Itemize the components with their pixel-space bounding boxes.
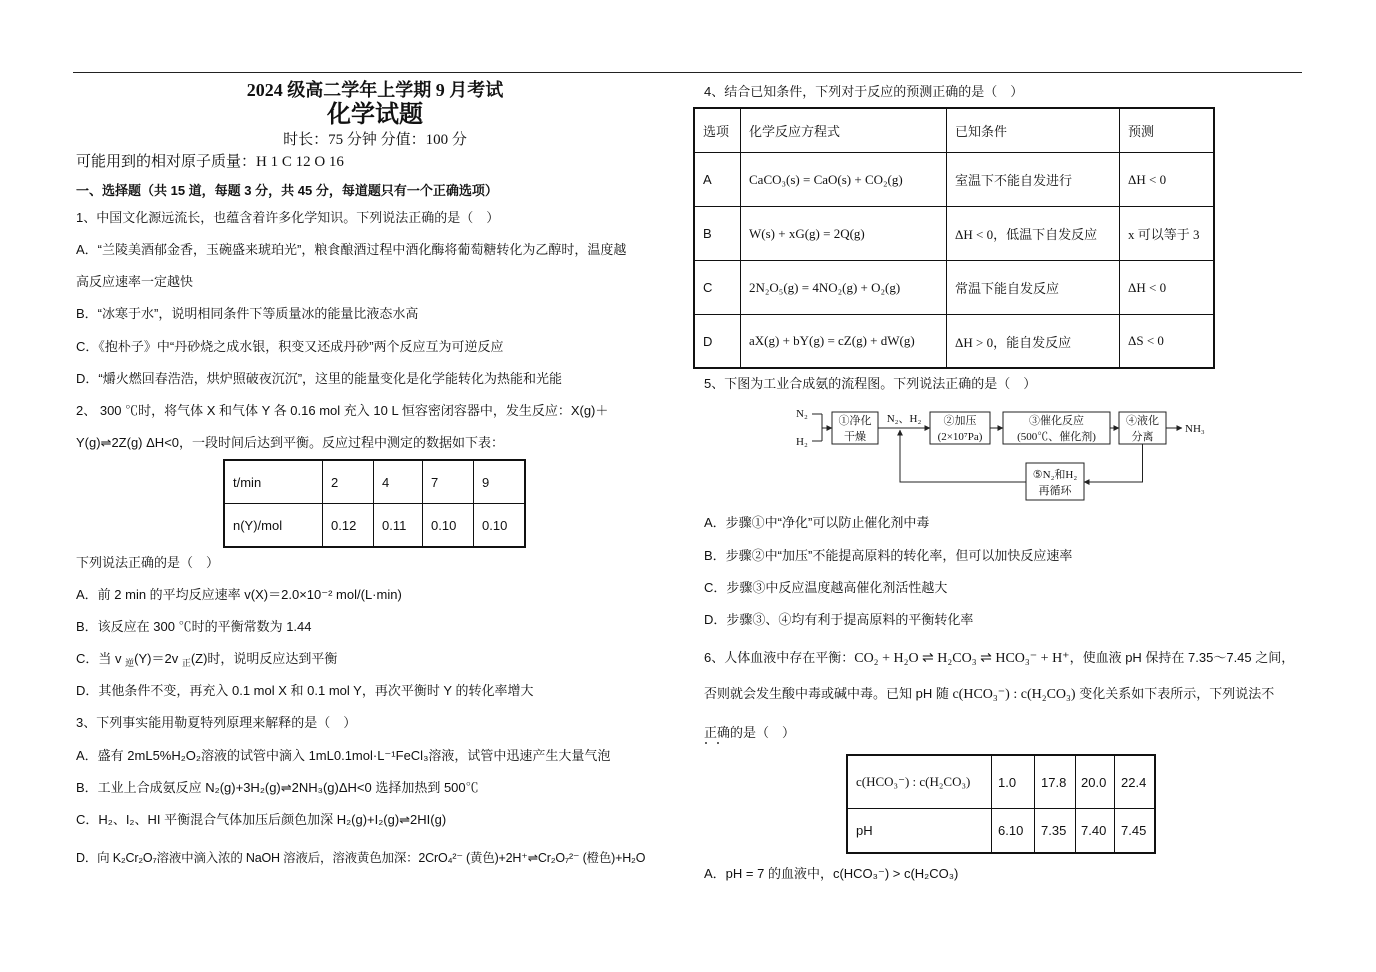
input-n2-label: N₂ [796,408,808,420]
table-header-cell: 选项 [695,109,741,153]
table-header-cell: 已知条件 [947,109,1120,153]
q6-stem-end: 正确的是（ ） [704,725,796,740]
step1-label: ①净化 [838,415,872,427]
q1-option-c: C．《抱朴子》中“丹砂烧之成水银，积变又还成丹砂”两个反应互为可逆反应 [76,339,504,354]
table-cell: t/min [225,461,323,504]
step2-sublabel: (2×10⁷Pa) [937,431,983,443]
table-cell: 7.45 [1115,809,1155,853]
table-header-cell: 预测 [1120,109,1214,153]
table-row [848,756,1155,809]
table-cell: ΔH < 0 [1120,261,1214,315]
q2-option-c-sub: 正 [181,658,191,668]
table-cell: D [695,315,741,368]
step5-sublabel: 再循环 [1038,485,1072,497]
table-cell: 7 [423,461,474,504]
q5-stem: 5、下图为工业合成氨的流程图。下列说法正确的是（ ） [704,376,1037,391]
table-row [848,809,1155,853]
table-cell: 0.11 [374,504,423,547]
step4-sublabel: 分离 [1131,431,1154,443]
table-row [695,261,1214,315]
q2-stem: 2、 300 ℃时，将气体 X 和气体 Y 各 0.16 mol 充入 10 L 恒容密闭容器中，发生反应：X(g)＋ [76,403,609,418]
q3-stem: 3、下列事实能用勒夏特列原理来解释的是（ ） [76,715,357,730]
q2-option-c-text: (Y)＝2v [134,651,182,666]
table-row [695,315,1214,368]
step4-label: ④液化 [1126,415,1159,427]
q3-option-b: B．工业上合成氨反应 N₂(g)+3H₂(g)⇌2NH₃(g)ΔH<0 选择加热到 500℃ [76,780,479,795]
table-cell: x 可以等于 3 [1120,207,1214,261]
q2-option-c-sub: 逆 [125,658,135,668]
table-row [695,153,1214,207]
table-cell: CaCO₃(s) = CaO(s) + CO₂(g) [741,153,947,207]
atomic-masses: 可能用到的相对原子质量：H 1 C 12 O 16 [76,154,344,170]
q2-option-c [76,651,337,667]
q2-option-b: B．该反应在 300 ℃时的平衡常数为 1.44 [76,619,312,634]
q3-option-d: D．向 K₂Cr₂O₇溶液中滴入浓的 NaOH 溶液后，溶液黄色加深：2CrO₄²⁻ (黄色)+2H⁺⇌Cr₂O₇²⁻ (橙色)+H₂O [76,851,646,865]
table-cell: n(Y)/mol [225,504,323,547]
q2-option-a: A．前 2 min 的平均反应速率 v(X)＝2.0×10⁻² mol/(L·min) [76,587,402,602]
q5-option-c: C．步骤③中反应温度越高催化剂活性越大 [704,580,948,595]
table-cell: 0.12 [323,504,374,547]
table-cell: 17.8 [1035,756,1076,809]
step5-label: ⑤N₂和H₂ [1032,469,1078,481]
q1-option-d: D．“爝火燃回春浩浩，烘炉照破夜沉沉”，这里的能量变化是化学能转化为热能和光能 [76,371,563,386]
q6-stem [704,650,1294,667]
table-cell: ΔH < 0，低温下自发反应 [947,207,1120,261]
q6-option-a: A．pH = 7 的血液中，c(HCO₃⁻) > c(H₂CO₃) [704,866,959,881]
q6-ratio-expression: c(HCO₃⁻) : c(H₂CO₃) [952,687,1076,702]
table-cell: 22.4 [1115,756,1155,809]
q5-option-d: D．步骤③、④均有利于提高原料的平衡转化率 [704,612,974,627]
step3-label: ③催化反应 [1029,415,1084,427]
table-cell: 20.0 [1076,756,1115,809]
q5-option-b: B．步骤②中“加压”不能提高原料的转化率，但可以加快反应速率 [704,548,1073,563]
table-cell: 常温下能自发反应 [947,261,1120,315]
step2-label: ②加压 [943,415,977,427]
table-cell: 7.40 [1076,809,1115,853]
q2-option-d: D．其他条件不变，再充入 0.1 mol X 和 0.1 mol Y，再次平衡时 Y 的转化率增大 [76,683,534,698]
exam-title: 2024 级高二学年上学期 9 月考试 [246,80,504,100]
q6-stem-cont [704,686,1274,703]
table-row [225,461,525,504]
arrow-step4-to-step5 [1084,444,1143,482]
gas-label: N₂、H₂ [886,413,922,425]
table-cell: 9 [474,461,525,504]
q1-stem: 1、中国文化源远流长，也蕴含着许多化学知识。下列说法正确的是（ ） [76,210,500,225]
table-cell: aX(g) + bY(g) = cZ(g) + dW(g) [741,315,947,368]
q5-option-a: A．步骤①中“净化”可以防止催化剂中毒 [704,515,930,530]
q6-stem-text: ，使血液 pH 保持在 7.35～7.45 之间， [1069,650,1295,665]
table-cell: 2N₂O₅(g) = 4NO₂(g) + O₂(g) [741,261,947,315]
q3-option-c: C．H₂、I₂、HI 平衡混合气体加压后颜色加深 H₂(g)+I₂(g)⇌2HI(g) [76,812,447,827]
q6-stem-text: 6、人体血液中存在平衡： [704,650,855,665]
q6-stem-text: 变化关系如下表所示，下列说法不 [1075,686,1275,701]
table-cell: pH [848,809,992,853]
table-cell: C [695,261,741,315]
q3-option-a: A．盛有 2mL5%H₂O₂溶液的试管中滴入 1mL0.1mol·L⁻¹FeCl₃溶液，试管中迅速产生大量气泡 [76,748,611,763]
table-row [695,207,1214,261]
q4-reaction-table [694,108,1214,368]
table-row [225,504,525,547]
step1-sublabel: 干燥 [844,431,866,443]
table-cell: A [695,153,741,207]
table-cell: 2 [323,461,374,504]
q2-option-c-text: C．当 v [76,651,126,666]
subject-title: 化学试题 [327,102,423,128]
q1-option-b: B．“冰寒于水”，说明相同条件下等质量冰的能量比液态水高 [76,306,419,321]
table-cell: 4 [374,461,423,504]
step3-sublabel: (500℃、催化剂) [1017,431,1096,443]
section-heading: 一、选择题（共 15 道，每题 3 分，共 45 分，每道题只有一个正确选项） [76,183,498,198]
table-cell: B [695,207,741,261]
table-cell: W(s) + xG(g) = 2Q(g) [741,207,947,261]
q6-equilibrium-equation: CO₂ + H₂O ⇌ H₂CO₃ ⇌ HCO₃⁻ + H⁺ [854,651,1070,666]
table-cell: 6.10 [992,809,1035,853]
table-cell: c(HCO₃⁻) : c(H₂CO₃) [848,756,992,809]
input-h2-label: H₂ [796,436,808,448]
q4-stem: 4、结合已知条件，下列对于反应的预测正确的是（ ） [704,84,1024,99]
table-cell: 7.35 [1035,809,1076,853]
exam-meta: 时长：75 分钟 分值：100 分 [283,132,467,148]
q6-ph-table [847,755,1155,853]
table-cell: 1.0 [992,756,1035,809]
q2-data-table [224,460,525,547]
q6-stem-text: 否则就会发生酸中毒或碱中毒。已知 pH 随 [704,686,953,701]
emphasis-dots [705,742,721,745]
product-label: NH₃ [1185,423,1205,435]
q2-ask: 下列说法正确的是（ ） [76,555,220,570]
table-cell: ΔH < 0 [1120,153,1214,207]
q2-stem-cont: Y(g)⇌2Z(g) ΔH<0，一段时间后达到平衡。反应过程中测定的数据如下表： [76,435,505,450]
table-header-cell: 化学反应方程式 [741,109,947,153]
q2-option-c-text: (Z)时，说明反应达到平衡 [190,651,338,666]
table-cell: ΔH > 0，能自发反应 [947,315,1120,368]
table-cell: ΔS < 0 [1120,315,1214,368]
header-rule [73,72,1302,73]
table-header-row [695,109,1214,153]
ammonia-synthesis-flow-diagram [790,400,1214,504]
q1-option-a-cont: 高反应速率一定越快 [76,274,194,289]
q1-option-a: A．“兰陵美酒郁金香，玉碗盛来琥珀光”，粮食酿酒过程中酒化酶将葡萄糖转化为乙醇时，温度越 [76,242,627,257]
table-cell: 0.10 [423,504,474,547]
table-cell: 0.10 [474,504,525,547]
table-cell: 室温下不能自发进行 [947,153,1120,207]
